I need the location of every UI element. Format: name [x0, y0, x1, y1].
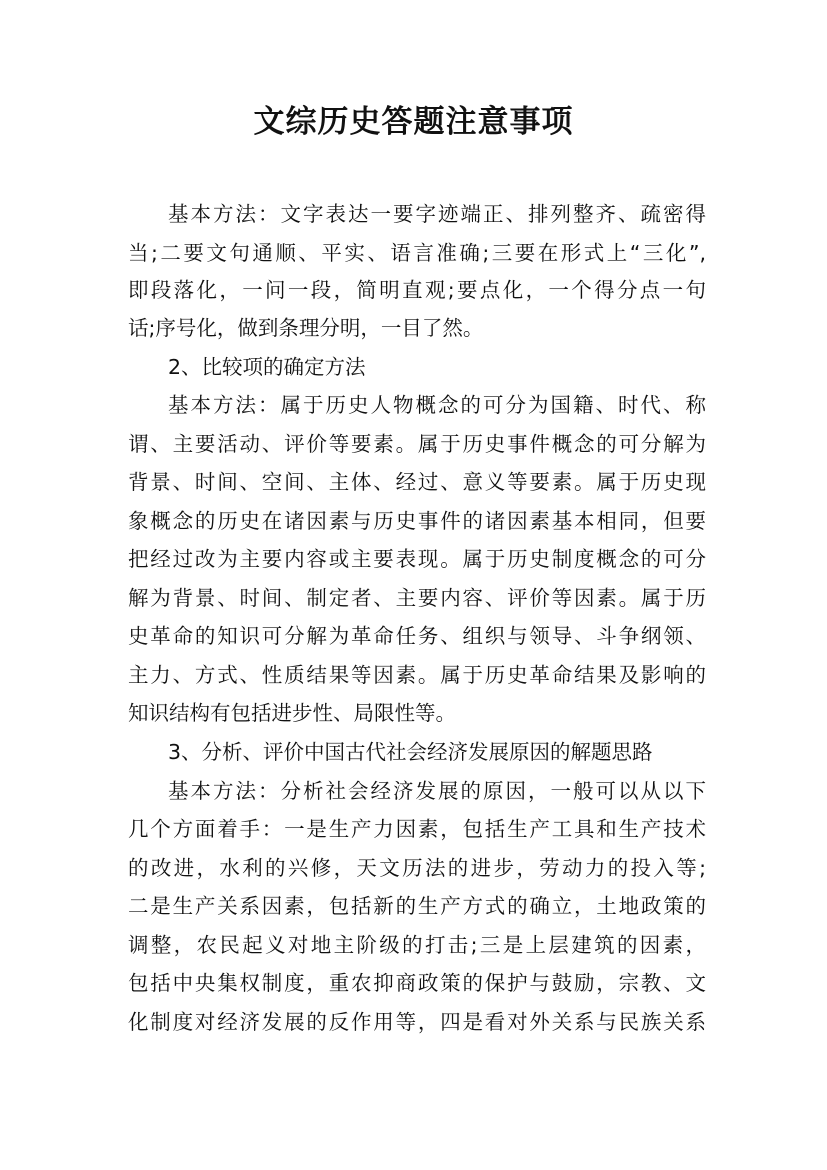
- body-line: 背景、时间、空间、主体、经过、意义等要素。属于历史现: [128, 470, 706, 494]
- body-line: 当;二要文句通顺、平实、语言准确;三要在形式上“三化”,: [128, 241, 706, 265]
- section-heading: 2、比较项的确定方法: [168, 355, 366, 379]
- body-line: 包括中央集权制度，重农抑商政策的保护与鼓励，宗教、文: [128, 971, 706, 995]
- body-line: 基本方法：属于历史人物概念的可分为国籍、时代、称: [168, 393, 706, 417]
- body-line: 主力、方式、性质结果等因素。属于历史革命结果及影响的: [128, 663, 706, 687]
- body-line: 解为背景、时间、制定者、主要内容、评价等因素。属于历: [128, 586, 706, 610]
- body-line: 化制度对经济发展的反作用等，四是看对外关系与民族关系: [128, 1010, 706, 1034]
- body-line: 几个方面着手：一是生产力因素，包括生产工具和生产技术: [128, 817, 706, 841]
- body-line: 调整，农民起义对地主阶级的打击;三是上层建筑的因素，: [128, 933, 706, 957]
- body-line: 知识结构有包括进步性、局限性等。: [128, 701, 456, 725]
- body-line: 基本方法：文字表达一要字迹端正、排列整齐、疏密得: [168, 202, 706, 226]
- body-line: 把经过改为主要内容或主要表现。属于历史制度概念的可分: [128, 547, 706, 571]
- body-line: 象概念的历史在诸因素与历史事件的诸因素基本相同，但要: [128, 509, 706, 533]
- section-heading: 3、分析、评价中国古代社会经济发展原因的解题思路: [168, 740, 653, 764]
- page-title: 文综历史答题注意事项: [253, 104, 574, 140]
- body-line: 即段落化，一问一段，简明直观;要点化，一个得分点一句: [128, 278, 706, 302]
- body-line: 话;序号化，做到条理分明，一目了然。: [128, 316, 484, 340]
- body-line: 基本方法：分析社会经济发展的原因，一般可以从以下: [168, 779, 706, 803]
- body-line: 谓、主要活动、评价等要素。属于历史事件概念的可分解为: [128, 432, 706, 456]
- body-line: 的改进，水利的兴修，天文历法的进步，劳动力的投入等;: [128, 856, 706, 880]
- body-line: 史革命的知识可分解为革命任务、组织与领导、斗争纲领、: [128, 624, 706, 648]
- body-line: 二是生产关系因素，包括新的生产方式的确立，土地政策的: [128, 894, 706, 918]
